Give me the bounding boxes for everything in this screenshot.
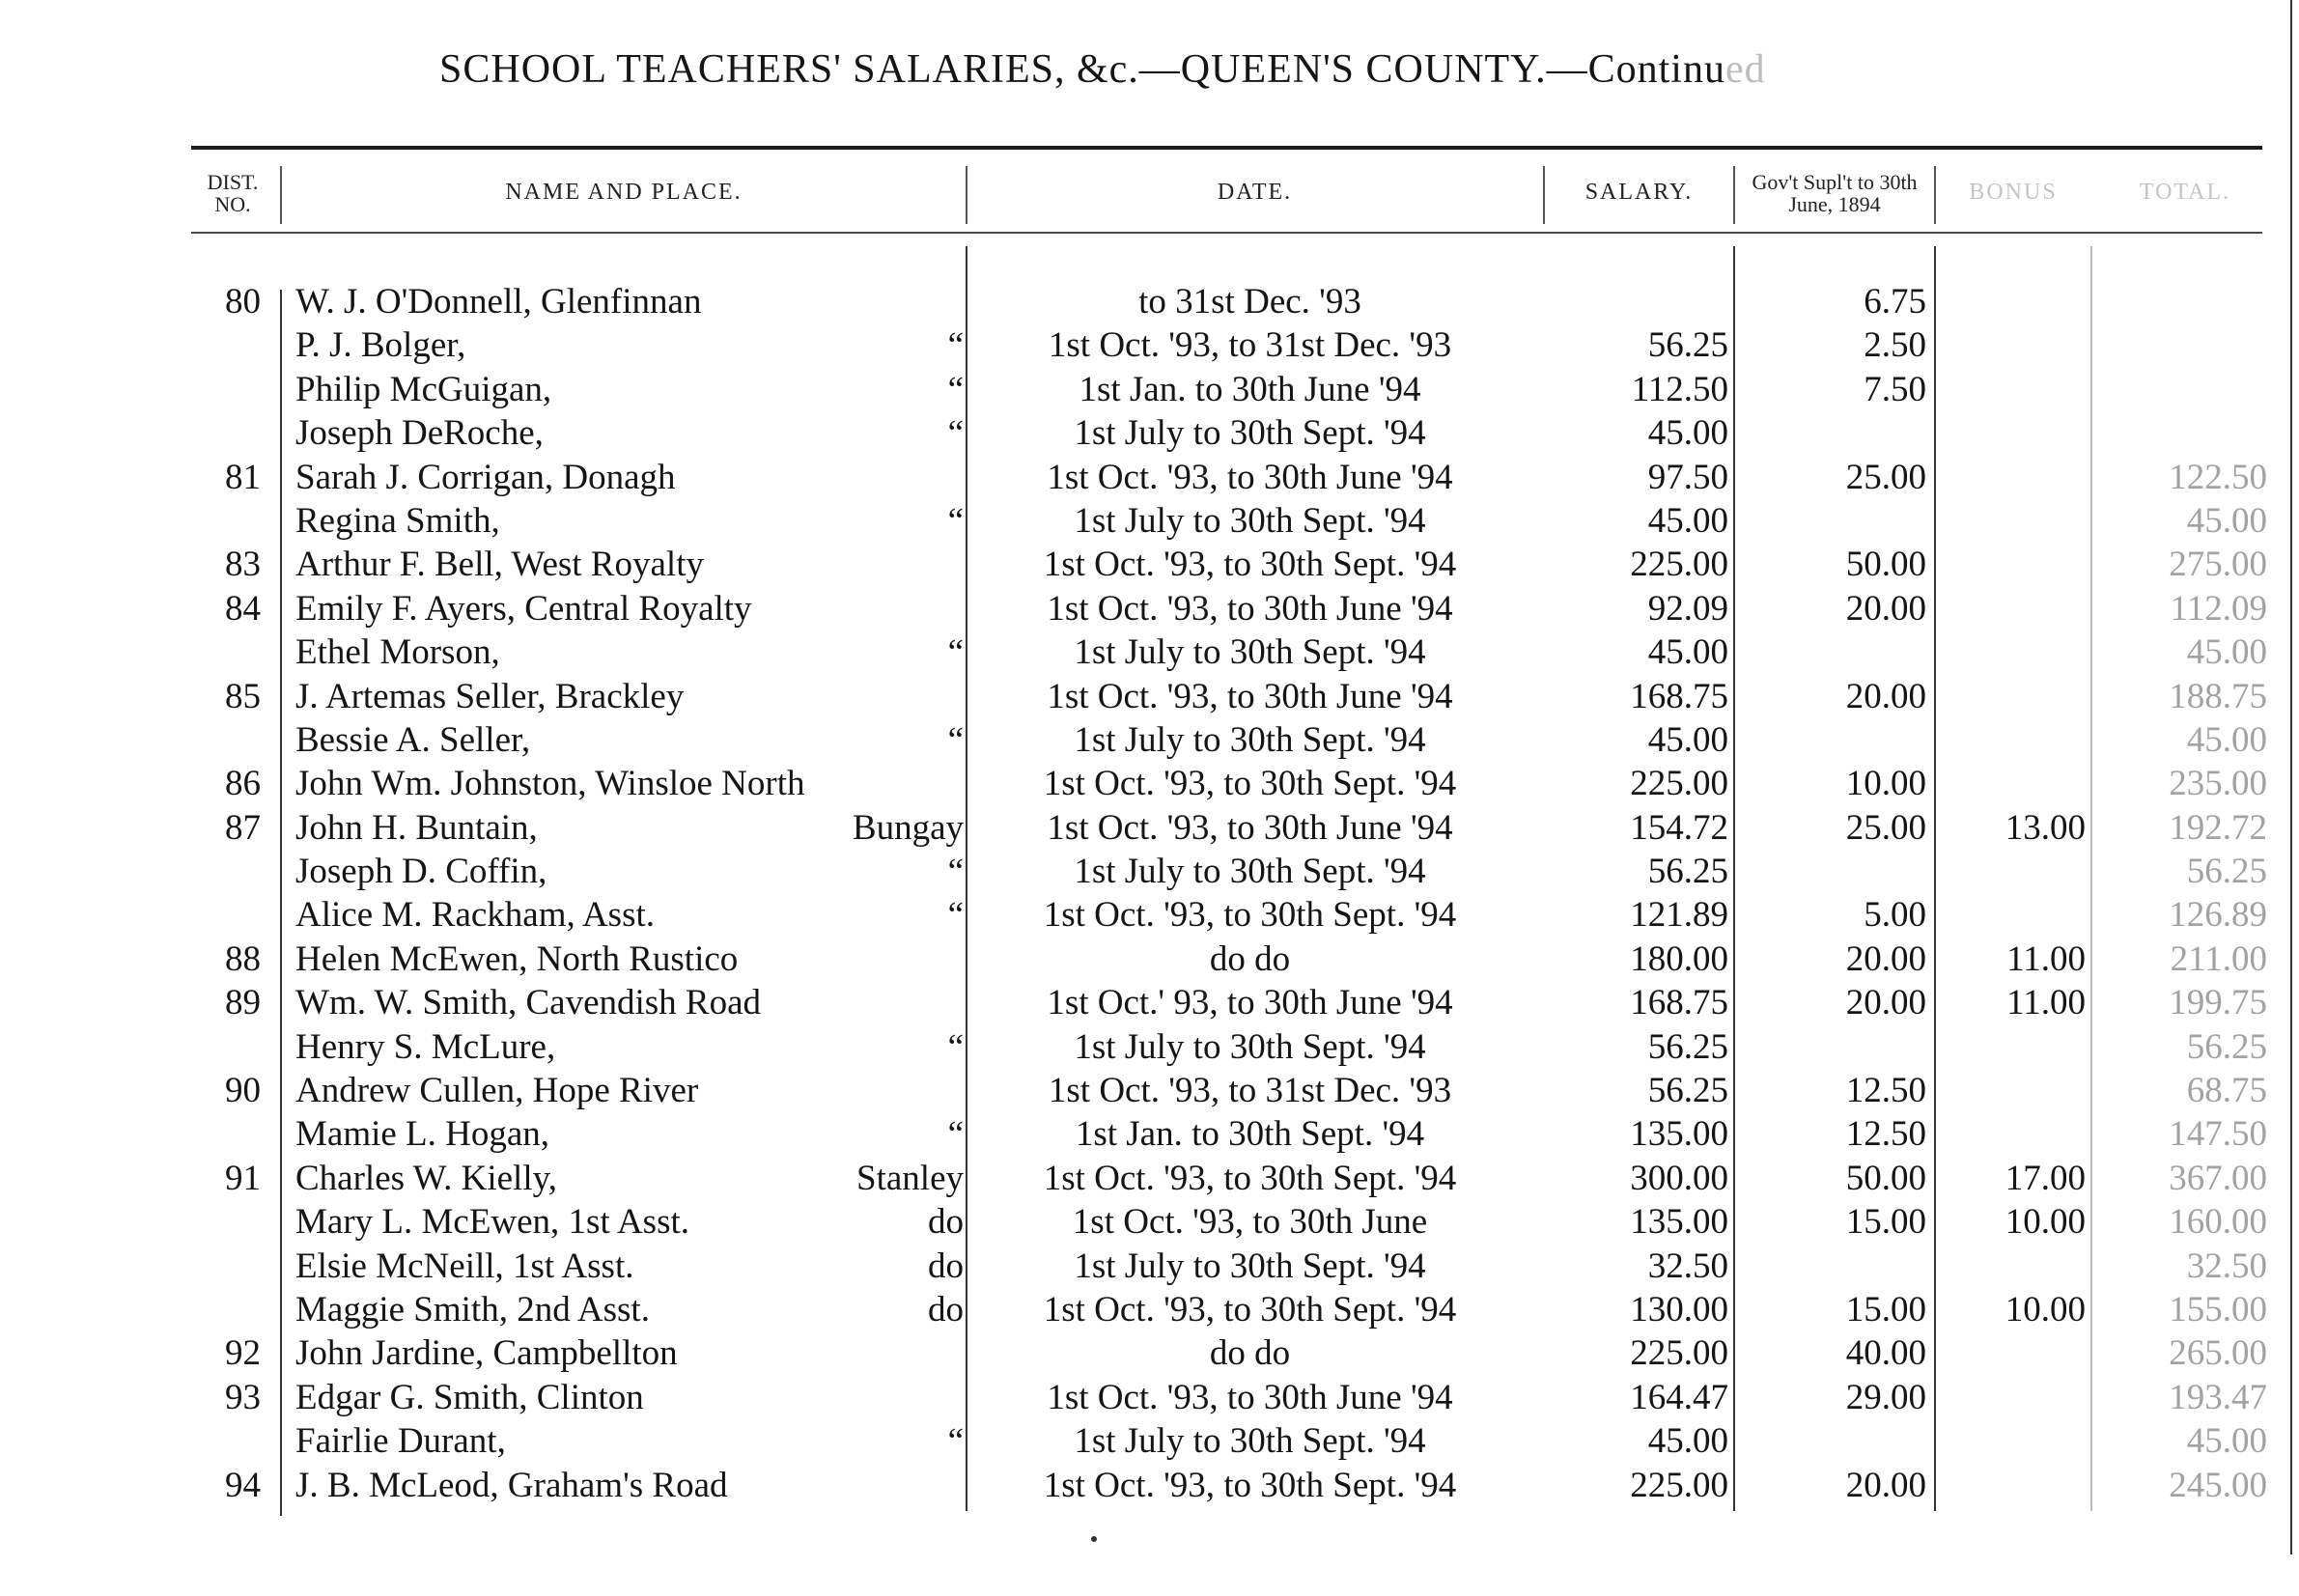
date-cell: 1st Oct. '93, to 30th Sept. '94 (1043, 1158, 1457, 1198)
gov-suppl-cell: 6.75 (1864, 282, 1926, 322)
salary-cell: 56.25 (1647, 1071, 1728, 1111)
header-separator (280, 166, 282, 224)
total-cell: 45.00 (2186, 500, 2267, 541)
total-cell: 275.00 (2169, 545, 2267, 585)
place-cell: “ (947, 852, 964, 892)
name-cell: Mamie L. Hogan, (295, 1114, 550, 1155)
bonus-cell: 13.00 (2005, 807, 2086, 848)
place-cell: “ (947, 895, 964, 936)
table-row (0, 1069, 2299, 1112)
table-row (0, 587, 2299, 630)
gov-suppl-cell: 15.00 (1845, 1202, 1926, 1243)
dist-cell: 90 (225, 1071, 261, 1111)
date-cell: 1st Oct. '93, to 30th Sept. '94 (1043, 1289, 1457, 1330)
salary-cell: 56.25 (1647, 1026, 1728, 1067)
date-cell: do do (1209, 1333, 1291, 1374)
gov-suppl-cell: 10.00 (1845, 764, 1926, 804)
total-cell: 235.00 (2169, 764, 2267, 804)
table-row (0, 368, 2299, 411)
date-cell: do do (1209, 938, 1291, 979)
column-header-gov-suppl: Gov't Supl't to 30th June, 1894 (1752, 169, 1918, 216)
total-cell: 56.25 (2186, 852, 2267, 892)
name-cell: John H. Buntain, (295, 807, 538, 848)
total-cell: 122.50 (2169, 457, 2267, 497)
salary-cell: 45.00 (1647, 719, 1728, 760)
total-cell: 192.72 (2169, 807, 2267, 848)
salary-cell: 135.00 (1630, 1114, 1728, 1155)
place-cell: “ (947, 632, 964, 673)
salary-cell: 225.00 (1630, 1333, 1728, 1374)
gov-suppl-cell: 5.00 (1864, 895, 1926, 936)
gov-suppl-cell: 2.50 (1864, 325, 1926, 366)
date-cell: 1st Oct. '93, to 30th Sept. '94 (1043, 764, 1457, 804)
place-cell: “ (947, 1026, 964, 1067)
date-cell: to 31st Dec. '93 (1138, 282, 1361, 322)
total-cell: 265.00 (2169, 1333, 2267, 1374)
date-cell: 1st Oct. '93, to 31st Dec. '93 (1048, 325, 1452, 366)
table-row (0, 456, 2299, 499)
date-cell: 1st Oct. '93, to 30th Sept. '94 (1043, 1465, 1457, 1505)
gov-suppl-cell: 29.00 (1845, 1377, 1926, 1417)
gov-suppl-cell: 7.50 (1864, 369, 1926, 409)
total-cell: 199.75 (2169, 983, 2267, 1023)
total-cell: 155.00 (2169, 1289, 2267, 1330)
salary-cell: 180.00 (1630, 938, 1728, 979)
header-separator (1934, 166, 1936, 224)
name-cell: Fairlie Durant, (295, 1421, 506, 1462)
header-top-rule (191, 146, 2262, 150)
page-title-faded-text: ed (1724, 47, 1766, 92)
table-row (0, 1464, 2299, 1507)
salary-cell: 97.50 (1647, 457, 1728, 497)
table-row (0, 1025, 2299, 1069)
date-cell: 1st July to 30th Sept. '94 (1074, 413, 1426, 454)
name-cell: Mary L. McEwen, 1st Asst. (295, 1202, 689, 1243)
total-cell: 126.89 (2169, 895, 2267, 936)
date-cell: 1st July to 30th Sept. '94 (1074, 1246, 1426, 1286)
name-cell: Helen McEwen, North Rustico (295, 938, 739, 979)
table-row (0, 893, 2299, 937)
column-header-date: DATE. (1217, 180, 1293, 206)
date-cell: 1st Oct. '93, to 30th June '94 (1047, 1377, 1453, 1417)
salary-cell: 92.09 (1647, 588, 1728, 629)
salary-cell: 112.50 (1631, 369, 1728, 409)
name-cell: Sarah J. Corrigan, Donagh (295, 457, 676, 497)
gov-suppl-cell: 12.50 (1845, 1114, 1926, 1155)
name-cell: Joseph DeRoche, (295, 413, 544, 454)
header-separator (1543, 166, 1545, 224)
name-cell: Joseph D. Coffin, (295, 852, 547, 892)
place-cell: do (928, 1289, 964, 1330)
name-cell: J. Artemas Seller, Brackley (295, 676, 685, 716)
place-cell: “ (947, 719, 964, 760)
table-row (0, 1157, 2299, 1200)
place-cell: “ (947, 1114, 964, 1155)
name-cell: P. J. Bolger, (295, 325, 466, 366)
total-cell: 211.00 (2170, 938, 2267, 979)
table-row (0, 280, 2299, 323)
salary-cell: 225.00 (1630, 545, 1728, 585)
header-bottom-rule (191, 232, 2262, 234)
column-header-bonus: BONUS (1969, 180, 2058, 206)
gov-suppl-cell: 20.00 (1845, 983, 1926, 1023)
place-cell: “ (947, 1421, 964, 1462)
table-row (0, 499, 2299, 543)
name-cell: Edgar G. Smith, Clinton (295, 1377, 644, 1417)
salary-cell: 300.00 (1630, 1158, 1728, 1198)
date-cell: 1st Jan. to 30th June '94 (1079, 369, 1421, 409)
salary-cell: 56.25 (1647, 325, 1728, 366)
name-cell: Alice M. Rackham, Asst. (295, 895, 656, 936)
column-header-name: NAME AND PLACE. (505, 180, 743, 206)
date-cell: 1st Oct. '93, to 30th June '94 (1047, 588, 1453, 629)
name-cell: Wm. W. Smith, Cavendish Road (295, 983, 762, 1023)
salary-cell: 32.50 (1647, 1246, 1728, 1286)
table-row (0, 1288, 2299, 1331)
table-row (0, 850, 2299, 893)
gov-suppl-cell: 20.00 (1845, 938, 1926, 979)
date-cell: 1st Jan. to 30th Sept. '94 (1075, 1114, 1425, 1155)
salary-cell: 45.00 (1647, 1421, 1728, 1462)
date-cell: 1st Oct. '93, to 30th June '94 (1047, 676, 1453, 716)
name-cell: Henry S. McLure, (295, 1026, 556, 1067)
gov-suppl-cell: 20.00 (1845, 588, 1926, 629)
place-cell: “ (947, 325, 964, 366)
gov-suppl-cell: 15.00 (1845, 1289, 1926, 1330)
dist-cell: 83 (225, 545, 261, 585)
total-cell: 68.75 (2186, 1071, 2267, 1111)
date-cell: 1st Oct. '93, to 30th June '94 (1047, 457, 1453, 497)
salary-cell: 45.00 (1647, 500, 1728, 541)
salary-cell: 45.00 (1647, 413, 1728, 454)
table-row (0, 938, 2299, 981)
name-cell: Charles W. Kielly, (295, 1158, 557, 1198)
place-cell: “ (947, 500, 964, 541)
table-row (0, 1245, 2299, 1288)
name-cell: Emily F. Ayers, Central Royalty (295, 588, 752, 629)
total-cell: 45.00 (2186, 719, 2267, 760)
total-cell: 245.00 (2169, 1465, 2267, 1505)
salary-cell: 168.75 (1630, 676, 1728, 716)
page-title-text: SCHOOL TEACHERS' SALARIES, &c.—QUEEN'S COUNTY.—Continu (439, 47, 1725, 92)
table-row (0, 806, 2299, 850)
date-cell: 1st Oct. '93, to 30th Sept. '94 (1043, 545, 1457, 585)
dist-cell: 86 (225, 764, 261, 804)
dist-cell: 94 (225, 1465, 261, 1505)
dist-cell: 87 (225, 807, 261, 848)
total-cell: 367.00 (2169, 1158, 2267, 1198)
salary-cell: 164.47 (1630, 1377, 1728, 1417)
place-cell: “ (947, 369, 964, 409)
name-cell: J. B. McLeod, Graham's Road (295, 1465, 728, 1505)
place-cell: “ (947, 413, 964, 454)
gov-suppl-cell: 40.00 (1845, 1333, 1926, 1374)
table-body (0, 280, 2299, 1507)
table-row (0, 1200, 2299, 1244)
column-header-dist: DIST. NO. (207, 169, 259, 216)
total-cell: 45.00 (2186, 1421, 2267, 1462)
place-cell: do (928, 1246, 964, 1286)
total-cell: 56.25 (2186, 1026, 2267, 1067)
column-header-salary: SALARY. (1584, 180, 1694, 206)
dist-cell: 89 (225, 983, 261, 1023)
salary-cell: 130.00 (1630, 1289, 1728, 1330)
salary-cell: 225.00 (1630, 764, 1728, 804)
table-row (0, 762, 2299, 805)
date-cell: 1st July to 30th Sept. '94 (1074, 1026, 1426, 1067)
total-cell: 45.00 (2186, 632, 2267, 673)
table-row (0, 1419, 2299, 1463)
salary-cell: 154.72 (1630, 807, 1728, 848)
name-cell: Regina Smith, (295, 500, 500, 541)
salary-cell: 121.89 (1630, 895, 1728, 936)
salary-cell: 168.75 (1630, 983, 1728, 1023)
gov-suppl-cell: 25.00 (1845, 457, 1926, 497)
date-cell: 1st July to 30th Sept. '94 (1074, 852, 1426, 892)
name-cell: Ethel Morson, (295, 632, 500, 673)
column-header-total: TOTAL. (2139, 180, 2231, 206)
table-row (0, 718, 2299, 762)
date-cell: 1st Oct. '93, to 30th Sept. '94 (1043, 895, 1457, 936)
gov-suppl-cell: 20.00 (1845, 676, 1926, 716)
salary-cell: 56.25 (1647, 852, 1728, 892)
total-cell: 147.50 (2169, 1114, 2267, 1155)
bonus-cell: 11.00 (2006, 983, 2086, 1023)
dist-cell: 80 (225, 282, 261, 322)
name-cell: Maggie Smith, 2nd Asst. (295, 1289, 650, 1330)
table-row (0, 1331, 2299, 1375)
table-row (0, 630, 2299, 674)
bonus-cell: 11.00 (2006, 938, 2086, 979)
gov-suppl-cell: 50.00 (1845, 545, 1926, 585)
dist-cell: 91 (225, 1158, 261, 1198)
table-row (0, 411, 2299, 455)
dist-cell: 85 (225, 676, 261, 716)
name-cell: Arthur F. Bell, West Royalty (295, 545, 704, 585)
bonus-cell: 10.00 (2005, 1202, 2086, 1243)
name-cell: John Jardine, Campbellton (295, 1333, 678, 1374)
place-cell: Stanley (856, 1158, 964, 1198)
total-cell: 112.09 (2170, 588, 2267, 629)
date-cell: 1st July to 30th Sept. '94 (1074, 632, 1426, 673)
date-cell: 1st Oct. '93, to 30th June '94 (1047, 807, 1453, 848)
bonus-cell: 17.00 (2005, 1158, 2086, 1198)
name-cell: Philip McGuigan, (295, 369, 552, 409)
dist-cell: 92 (225, 1333, 261, 1374)
place-cell: Bungay (852, 807, 964, 848)
total-cell: 160.00 (2169, 1202, 2267, 1243)
table-row (0, 1376, 2299, 1419)
salary-cell: 135.00 (1630, 1202, 1728, 1243)
name-cell: Elsie McNeill, 1st Asst. (295, 1246, 634, 1286)
table-row (0, 323, 2299, 367)
dist-cell: 88 (225, 938, 261, 979)
table-row (0, 981, 2299, 1024)
total-cell: 188.75 (2169, 676, 2267, 716)
name-cell: John Wm. Johnston, Winsloe North (295, 764, 805, 804)
place-cell: do (928, 1202, 964, 1243)
salary-cell: 225.00 (1630, 1465, 1728, 1505)
date-cell: 1st Oct. '93, to 30th June (1072, 1202, 1428, 1243)
header-separator (1733, 166, 1735, 224)
dist-cell: 84 (225, 588, 261, 629)
date-cell: 1st Oct. '93, to 31st Dec. '93 (1048, 1071, 1452, 1111)
name-cell: W. J. O'Donnell, Glenfinnan (295, 282, 702, 322)
salary-cell: 45.00 (1647, 632, 1728, 673)
gov-suppl-cell: 20.00 (1845, 1465, 1926, 1505)
name-cell: Bessie A. Seller, (295, 719, 531, 760)
date-cell: 1st July to 30th Sept. '94 (1074, 1421, 1426, 1462)
date-cell: 1st July to 30th Sept. '94 (1074, 500, 1426, 541)
gov-suppl-cell: 25.00 (1845, 807, 1926, 848)
dist-cell: 93 (225, 1377, 261, 1417)
total-cell: 32.50 (2186, 1246, 2267, 1286)
bonus-cell: 10.00 (2005, 1289, 2086, 1330)
page-mark (1091, 1536, 1097, 1542)
header-separator (966, 166, 967, 224)
gov-suppl-cell: 12.50 (1845, 1071, 1926, 1111)
table-row (0, 1112, 2299, 1156)
date-cell: 1st Oct.' 93, to 30th June '94 (1047, 983, 1453, 1023)
page-title (439, 46, 2033, 93)
table-header (0, 154, 2299, 232)
name-cell: Andrew Cullen, Hope River (295, 1071, 699, 1111)
total-cell: 193.47 (2169, 1377, 2267, 1417)
date-cell: 1st July to 30th Sept. '94 (1074, 719, 1426, 760)
table-row (0, 675, 2299, 718)
table-row (0, 543, 2299, 586)
gov-suppl-cell: 50.00 (1845, 1158, 1926, 1198)
dist-cell: 81 (225, 457, 261, 497)
